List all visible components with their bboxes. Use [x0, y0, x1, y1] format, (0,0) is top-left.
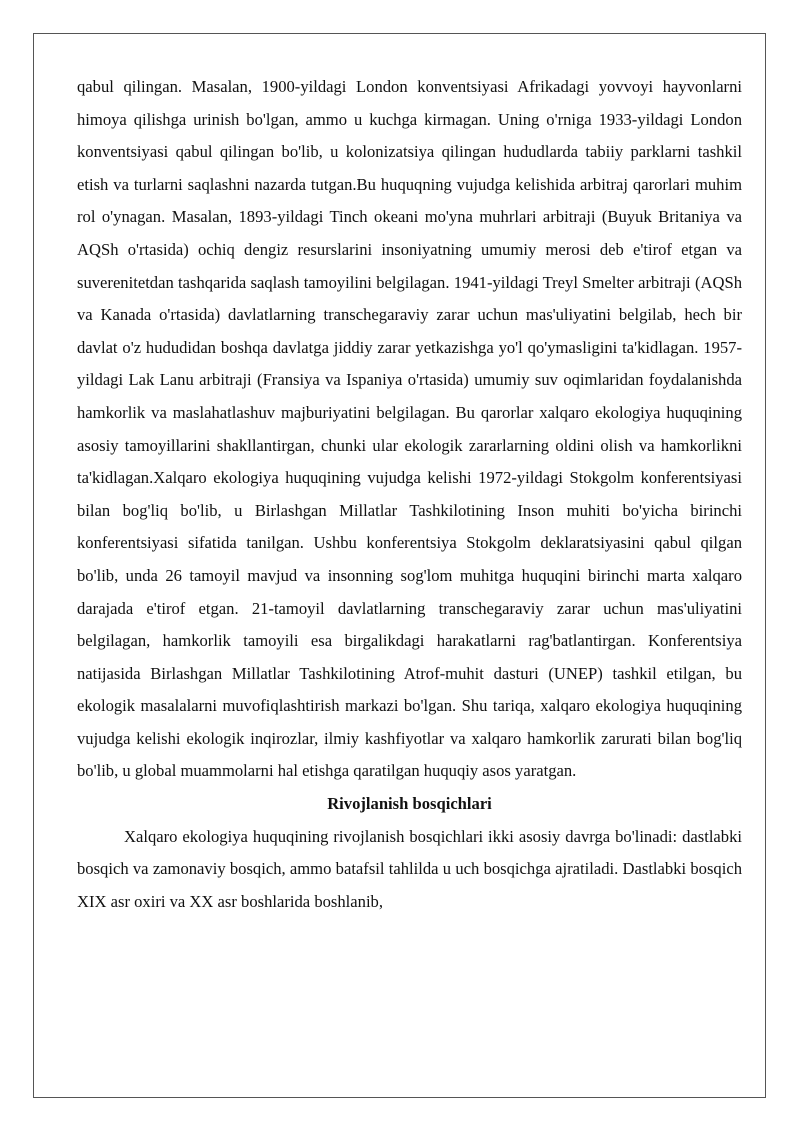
- body-paragraph: qabul qilingan. Masalan, 1900-yildagi London konventsiyasi Afrikadagi yovvoyi hayvonlarni himoya qilishga urinish bo'lgan, ammo u kuchga kirmagan. Uning o'rniga 1933-yildagi London konventsiyasi qabul qilingan bo'lib, u kolonizatsiya qilingan hududlarda tabiiy parklarni tashkil etish va turlarni saqlashni nazarda tutgan.Bu huquqning vujudga kelishida arbitraj qarorlari muhim rol o'ynagan. Masalan, 1893-yildagi Tinch okeani mo'yna muhrlari arbitraji (Buyuk Britaniya va AQSh o'rtasida) ochiq dengiz resurslarini insoniyatning umumiy merosi deb e'tirof etgan va suverenitetdan tashqarida saqlash tamoyilini belgilagan. 1941-yildagi Treyl Smelter arbitraji (AQSh va Kanada o'rtasida) davlatlarning transchegaraviy zarar uchun mas'uliyatini belgilab, hech bir davlat o'z hududidan boshqa davlatga jiddiy zarar yetkazishga yo'l qo'ymasligini ta'kidlagan. 1957-yildagi Lak Lanu arbitraji (Fransiya va Ispaniya o'rtasida) umumiy suv oqimlaridan foydalanishda hamkorlik va maslahatlashuv majburiyatini belgilagan. Bu qarorlar xalqaro ekologiya huquqining asosiy tamoyillarini shakllantirgan, chunki ular ekologik zararlarning oldini olish va hamkorlikni ta'kidlagan.Xalqaro ekologiya huquqining vujudga kelishi 1972-yildagi Stokgolm konferentsiyasi bilan bog'liq bo'lib, u Birlashgan Millatlar Tashkilotining Inson muhiti bo'yicha birinchi konferentsiyasi sifatida tanilgan. Ushbu konferentsiya Stokgolm deklaratsiyasini qabul qilgan bo'lib, unda 26 tamoyil mavjud va insonning sog'lom muhitga huquqini birinchi marta xalqaro darajada e'tirof etgan. 21-tamoyil davlatlarning transchegaraviy zarar uchun mas'uliyatini belgilagan, hamkorlik tamoyili esa birgalikdagi harakatlarni rag'batlantirgan. Konferentsiya natijasida Birlashgan Millatlar Tashkilotining Atrof-muhit dasturi (UNEP) tashkil etilgan, bu ekologik masalalarni muvofiqlashtirish markazi bo'lgan. Shu tariqa, xalqaro ekologiya huquqining vujudga kelishi ekologik inqirozlar, ilmiy kashfiyotlar va xalqaro hamkorlik zarurati bilan bog'liq bo'lib, u global muammolarni hal etishga qaratilgan huquqiy asos yaratgan.: [77, 77, 742, 781]
- body-paragraph: Xalqaro ekologiya huquqining rivojlanish bosqichlari ikki asosiy davrga bo'linadi: dastlabki bosqich va zamonaviy bosqich, ammo batafsil tahlilda u uch bosqichga ajratiladi. Dastlabki bosqich XIX asr oxiri va XX asr boshlarida boshlanib,: [77, 826, 742, 911]
- document-body: [77, 71, 742, 918]
- section-heading: Rivojlanish bosqichlari: [327, 794, 492, 814]
